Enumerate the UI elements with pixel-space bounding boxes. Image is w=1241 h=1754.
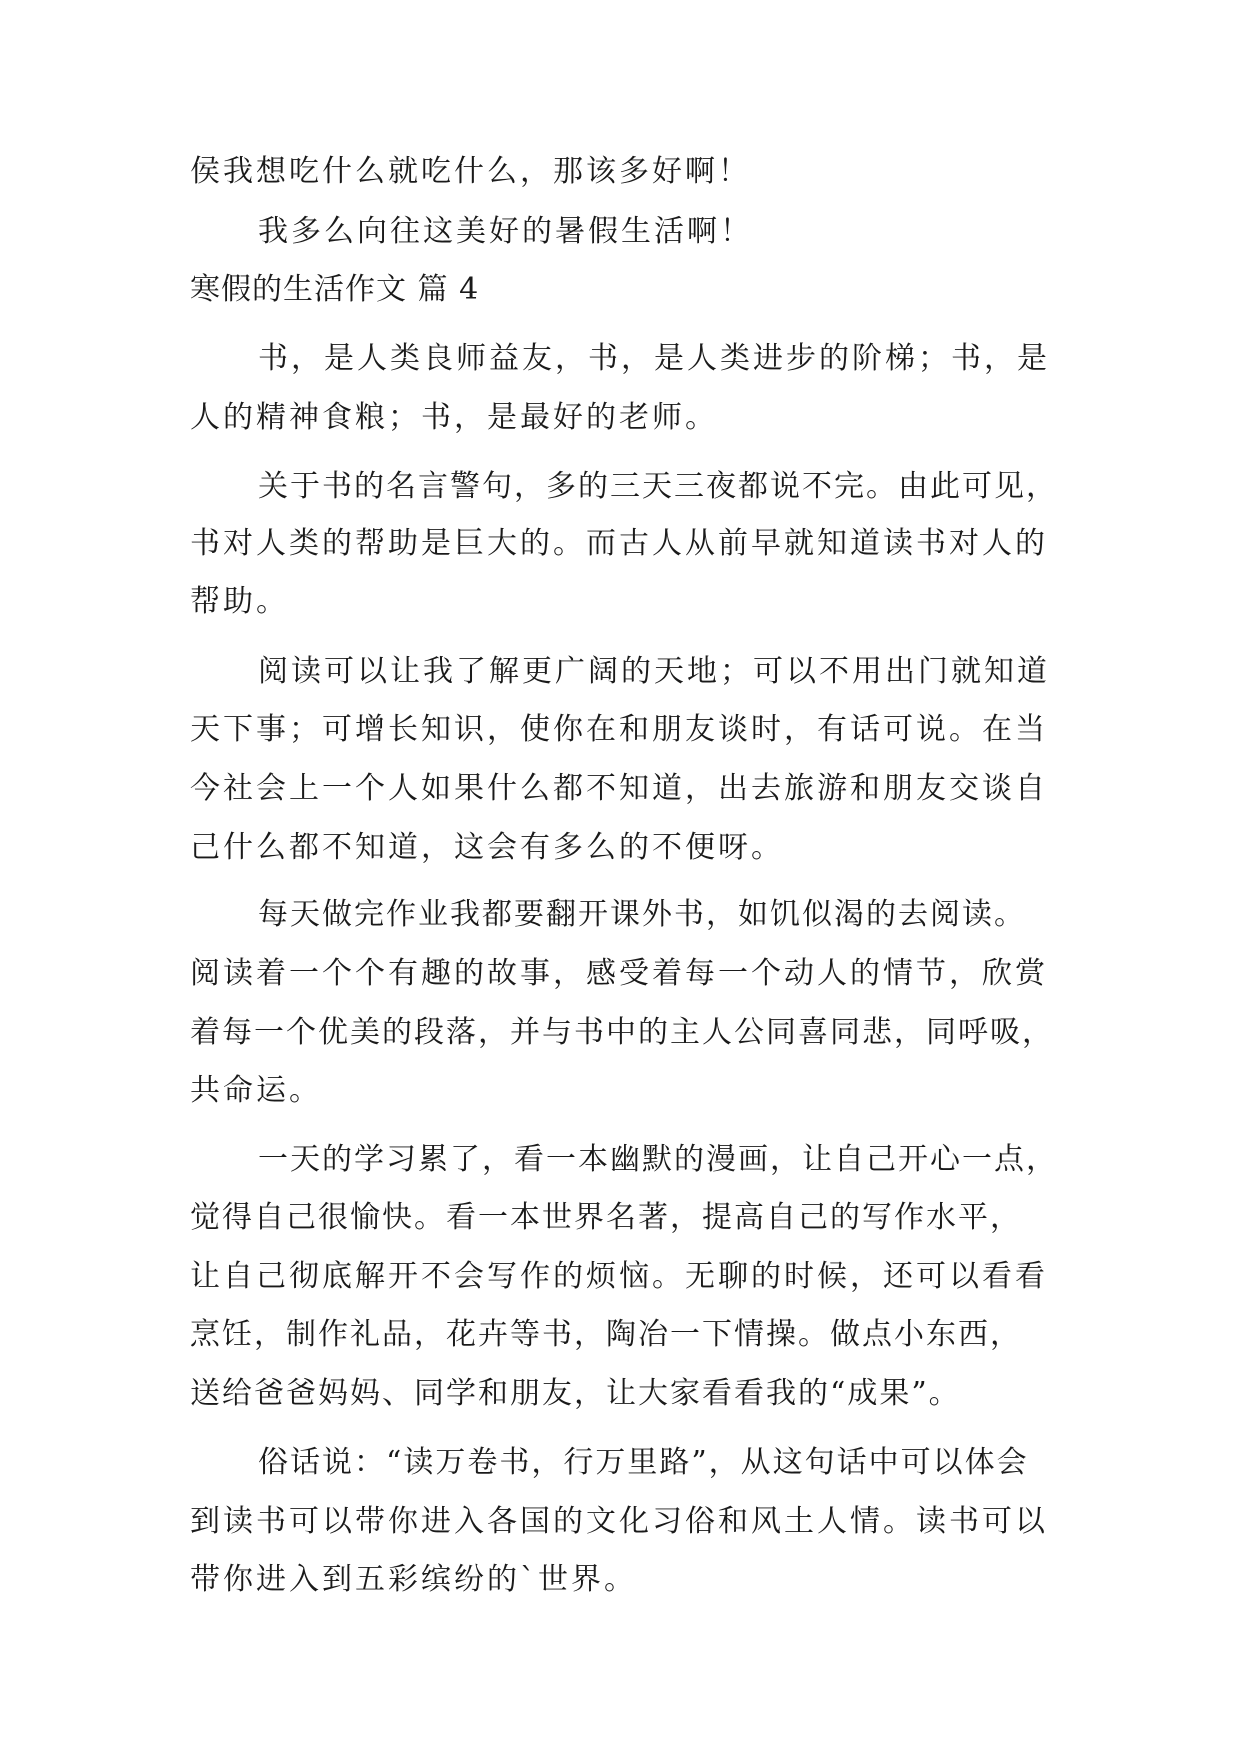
text-line: 阅读可以让我了解更广阔的天地；可以不用出门就知道 <box>258 654 1050 689</box>
section-heading: 寒假的生活作文 篇 4 <box>190 272 480 307</box>
text-line: 觉得自己很愉快。看一本世界名著，提高自己的写作水平， <box>190 1200 1022 1235</box>
text-line: 人的精神食粮；书，是最好的老师。 <box>190 400 718 435</box>
text-line: 侯我想吃什么就吃什么，那该多好啊！ <box>190 154 751 189</box>
text-line: 己什么都不知道，这会有多么的不便呀。 <box>190 830 784 865</box>
text-line: 关于书的名言警句，多的三天三夜都说不完。由此可见， <box>258 469 1058 504</box>
text-line: 共命运。 <box>190 1073 322 1108</box>
text-line: 送给爸爸妈妈、同学和朋友，让大家看看我的“成果”。 <box>190 1376 961 1411</box>
text-line: 今社会上一个人如果什么都不知道，出去旅游和朋友交谈自 <box>190 771 1048 806</box>
text-line: 着每一个优美的段落，并与书中的主人公同喜同悲，同呼吸， <box>190 1015 1054 1050</box>
text-line: 俗话说：“读万卷书，行万里路”，从这句话中可以体会 <box>258 1445 1029 1480</box>
text-line: 天下事；可增长知识，使你在和朋友谈时，有话可说。在当 <box>190 712 1048 747</box>
text-line: 阅读着一个个有趣的故事，感受着每一个动人的情节，欣赏 <box>190 956 1048 991</box>
text-line: 书对人类的帮助是巨大的。而古人从前早就知道读书对人的 <box>190 526 1048 561</box>
text-line: 书，是人类良师益友，书，是人类进步的阶梯；书，是 <box>258 341 1050 376</box>
text-line: 帮助。 <box>190 584 289 619</box>
text-line: 每天做完作业我都要翻开课外书，如饥似渴的去阅读。 <box>258 897 1026 932</box>
text-line: 烹饪，制作礼品，花卉等书，陶冶一下情操。做点小东西， <box>190 1317 1022 1352</box>
text-line: 带你进入到五彩缤纷的`世界。 <box>190 1562 637 1597</box>
text-line: 到读书可以带你进入各国的文化习俗和风土人情。读书可以 <box>190 1504 1048 1539</box>
text-line: 我多么向往这美好的暑假生活啊！ <box>258 214 753 249</box>
text-line: 让自己彻底解开不会写作的烦恼。无聊的时候，还可以看看 <box>190 1259 1048 1294</box>
text-line: 一天的学习累了，看一本幽默的漫画，让自己开心一点， <box>258 1142 1058 1177</box>
